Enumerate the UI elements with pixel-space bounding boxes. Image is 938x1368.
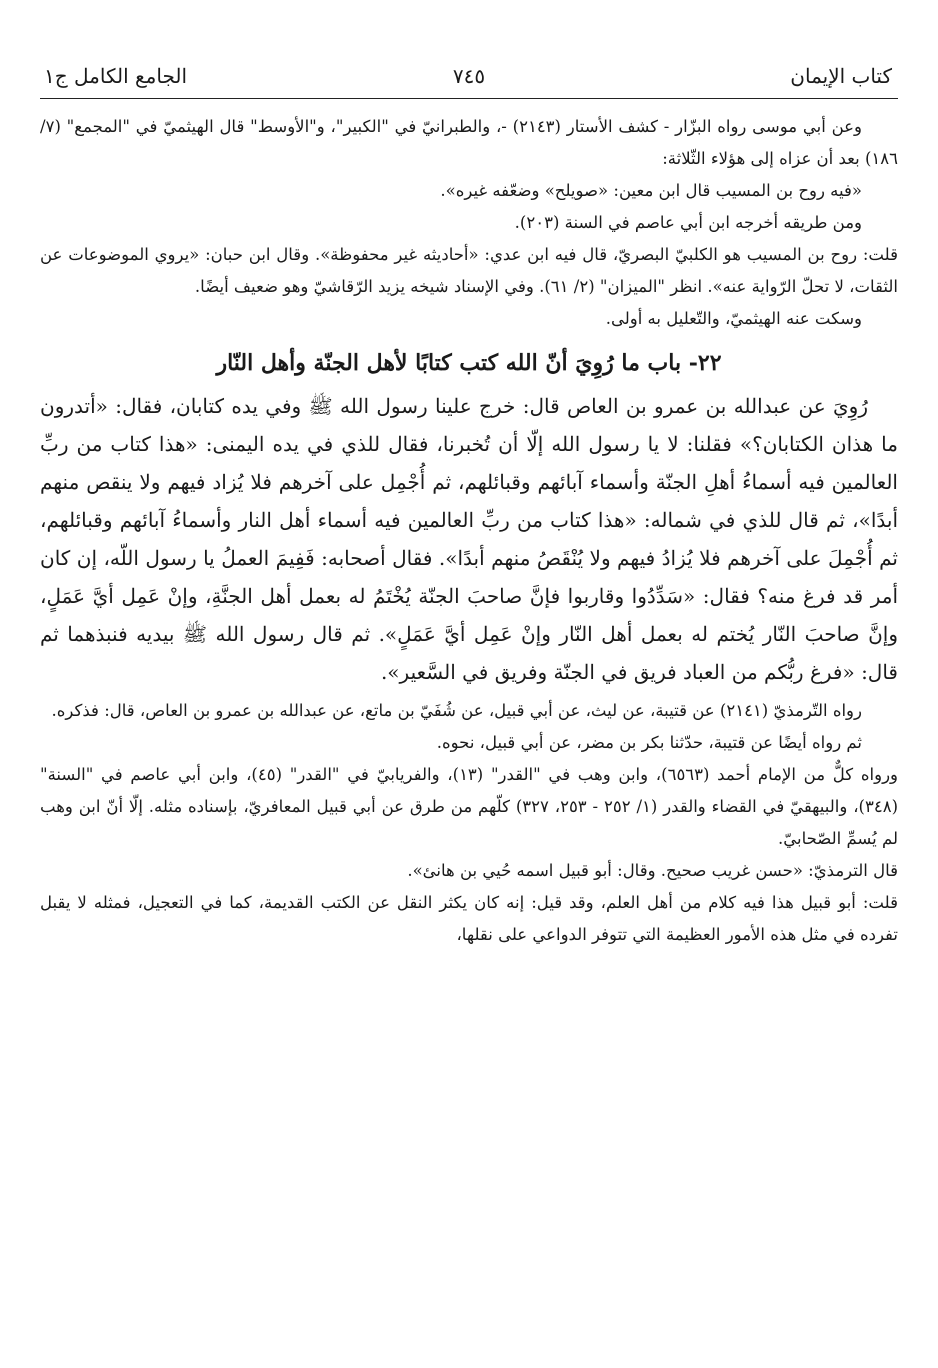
analysis-paragraph: قلت: أبو قبيل هذا فيه كلام من أهل العلم، وقد قيل: إنه كان يكثر النقل عن الكتب القديمة، كما في التعجيل، فمثله لا يقبل تفرده في مثل هذه الأمور العظيمة التي تتوفر الدواعي على نقلها، xyxy=(40,893,898,944)
chapter-title: ٢٢- باب ما رُوِيَ أنّ الله كتب كتابًا لأهل الجنّة وأهل النّار xyxy=(216,350,722,376)
grading-paragraph: قال الترمذيّ: «حسن غريب صحيح. وقال: أبو قبيل اسمه حُيي بن هانئ». xyxy=(407,861,898,880)
series-title: الجامع الكامل ج١ xyxy=(44,64,188,88)
commentary-paragraph: قلت: روح بن المسيب هو الكلبيّ البصريّ، قال فيه ابن عدي: «أحاديثه غير محفوظة». وقال ابن حبان: «يروي الموضوعات عن الثقات، لا تحلّ الرّواية عنه». انظر "الميزان" (٢/ ٦١). وفي الإسناد شيخه يزيد الرّقاشيّ وهو ضعيف أيضًا. xyxy=(40,245,898,296)
page-header xyxy=(40,52,898,99)
takhrij-paragraph: ثم رواه أيضًا عن قتيبة، حدّثنا بكر بن مضر، عن أبي قبيل، نحوه. xyxy=(436,733,862,752)
page-number: ٧٤٥ xyxy=(452,64,486,88)
bottom-commentary xyxy=(40,695,898,951)
commentary-quote: «فيه روح بن المسيب قال ابن معين: «صويلح» وضعّفه غيره». xyxy=(440,181,862,200)
top-commentary xyxy=(40,111,898,335)
commentary-paragraph: وسكت عنه الهيثميّ، والتّعليل به أولى. xyxy=(605,309,862,328)
book-title: كتاب الإيمان xyxy=(790,64,892,88)
hadith-paragraph: رُوِيَ عن عبدالله بن عمرو بن العاص قال: خرج علينا رسول الله ﷺ وفي يده كتابان، فقال: «أتدرون ما هذان الكتابان؟» فقلنا: لا يا رسول الله إلّا أن تُخبرنا، فقال للذي في يده اليمنى: «هذا كتاب من ربِّ العالمين فيه أسماءُ أهلِ الجنّة وأسماء آبائهم وقبائلهم، ثم أُجْمِل على آخرهم فلا يُزاد فيهم ولا ينقص منهم أبدًا»، ثم قال للذي في شماله: «هذا كتاب من ربِّ العالمين فيه أسماء أهل النار وأسماءُ آبائهم وقبائلهم، ثم أُجْمِلَ على آخرهم فلا يُزادُ فيهم ولا يُنْقَصُ منهم أبدًا». فقال أصحابه: فَفِيمَ العملُ يا رسول اللّه، إن كان أمر قد فرغ منه؟ فقال: «سَدِّدُوا وقاربوا فإنَّ صاحبَ الجنّة يُخْتَمُ له بعمل أهل الجنَّةِ، وإنْ عَمِل أيَّ عَمَلٍ، وإنَّ صاحبَ النّار يُختم له بعمل أهل النّار وإنْ عَمِل أيَّ عَمَلٍ». ثم قال رسول الله ﷺ بيديه فنبذهما ثم قال: «فرغ ربُّكم من العباد فريق في الجنّة وفريق في السَّعير». xyxy=(40,394,898,684)
hadith-text xyxy=(40,387,898,691)
takhrij-paragraph: رواه التّرمذيّ (٢١٤١) عن قتيبة، عن ليث، عن أبي قبيل، عن شُفَيّ بن ماتع، عن عبدالله بن عمرو بن العاص، قال: فذكره. xyxy=(51,701,862,720)
commentary-paragraph: وعن أبي موسى رواه البزّار - كشف الأستار (٢١٤٣) -، والطبرانيّ في "الكبير"، و"الأوسط" قال الهيثميّ في "المجمع" (٧/ ١٨٦) بعد أن عزاه إلى هؤلاء الثّلاثة: xyxy=(40,117,898,168)
commentary-paragraph: ومن طريقه أخرجه ابن أبي عاصم في السنة (٢٠٣). xyxy=(514,213,862,232)
takhrij-paragraph: ورواه كلٌّ من الإمام أحمد (٦٥٦٣)، وابن وهب في "القدر" (١٣)، والفريابيّ في "القدر" (٤٥)، وابن أبي عاصم في "السنة" (٣٤٨)، والبيهقيّ في القضاء والقدر (١/ ٢٥٢ - ٢٥٣، ٣٢٧) كلّهم من طرق عن أبي قبيل المعافريّ، بإسناده مثله. إلّا أنّ ابن وهب لم يُسمِّ الصّحابيّ. xyxy=(40,765,899,848)
book-page xyxy=(40,52,898,951)
